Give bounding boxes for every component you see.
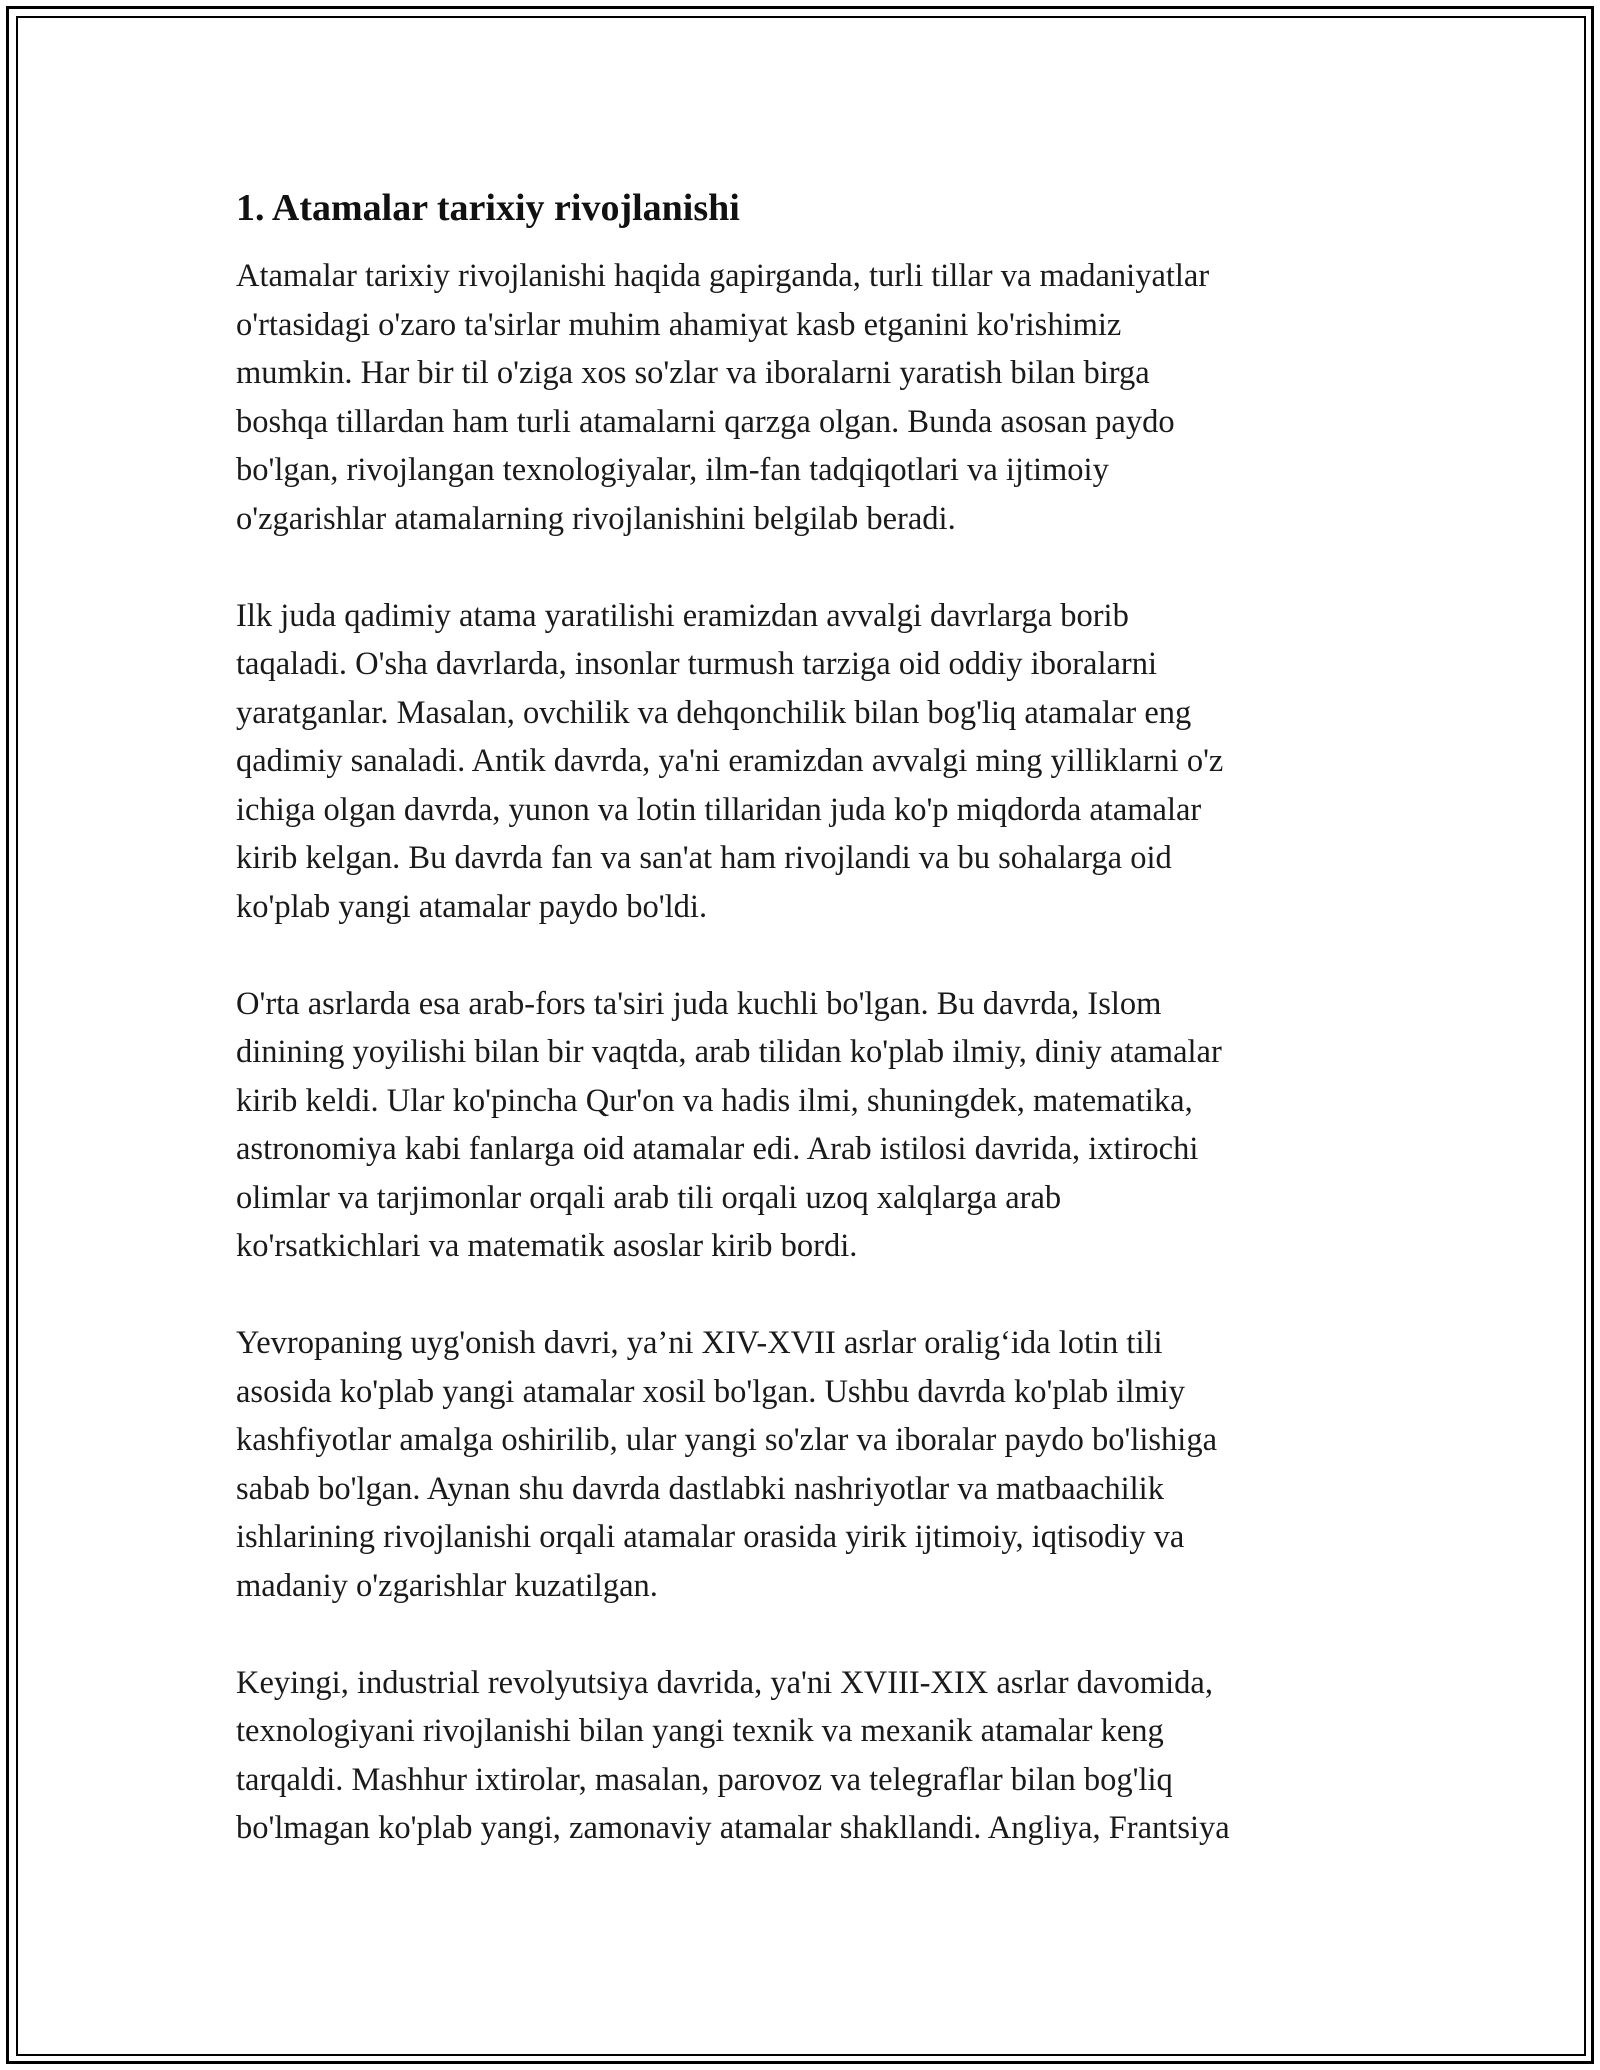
section-heading: 1. Atamalar tarixiy rivojlanishi: [236, 187, 740, 229]
paragraph-1: Atamalar tarixiy rivojlanishi haqida gapirganda, turli tillar va madaniyatlar o'rtasidagi o'zaro ta'sirlar muhim ahamiyat kasb etganini ko'rishimiz mumkin. Har bir til o'ziga xos so'zlar va iboralarni yaratish bilan birga boshqa tillardan ham turli atamalarni qarzga olgan. Bunda asosan paydo bo'lgan, rivojlangan texnologiyalar, ilm-fan tadqiqotlari va ijtimoiy o'zgarishlar atamalarning rivojlanishini belgilab beradi.: [236, 258, 1210, 537]
paragraph-4: Yevropaning uyg'onish davri, ya’ni XIV-XVII asrlar oralig‘ida lotin tili asosida ko'plab yangi atamalar xosil bo'lgan. Ushbu davrda ko'plab ilmiy kashfiyotlar amalga oshirilib, ular yangi so'zlar va iboralar paydo bo'lishiga sabab bo'lgan. Aynan shu davrda dastlabki nashriyotlar va matbaachilik ishlarining rivojlanishi orqali atamalar orasida yirik ijtimoiy, iqtisodiy va madaniy o'zgarishlar kuzatilgan.: [236, 1325, 1218, 1604]
paragraph-2: Ilk juda qadimiy atama yaratilishi eramizdan avvalgi davrlarga borib taqaladi. O'sha davrlarda, insonlar turmush tarziga oid oddiy iboralarni yaratganlar. Masalan, ovchilik va dehqonchilik bilan bog'liq atamalar eng qadimiy sanaladi. Antik davrda, ya'ni eramizdan avvalgi ming yilliklarni o'z ichiga olgan davrda, yunon va lotin tillaridan juda ko'p miqdorda atamalar kirib kelgan. Bu davrda fan va san'at ham rivojlandi va bu sohalarga oid ko'plab yangi atamalar paydo bo'ldi.: [236, 597, 1224, 925]
paragraph-3: O'rta asrlarda esa arab-fors ta'siri juda kuchli bo'lgan. Bu davrda, Islom dinining yoyilishi bilan bir vaqtda, arab tilidan ko'plab ilmiy, diniy atamalar kirib keldi. Ular ko'pincha Qur'on va hadis ilmi, shuningdek, matematika, astronomiya kabi fanlarga oid atamalar edi. Arab istilosi davrida, ixtirochi olimlar va tarjimonlar orqali arab tili orqali uzoq xalqlarga arab ko'rsatkichlari va matematik asoslar kirib bordi.: [236, 985, 1222, 1264]
document-body: [236, 184, 1366, 1901]
paragraph-5: Keyingi, industrial revolyutsiya davrida, ya'ni XVIII-XIX asrlar davomida, texnologiyani rivojlanishi bilan yangi texnik va mexanik atamalar keng tarqaldi. Mashhur ixtirolar, masalan, parovoz va telegraflar bilan bog'liq bo'lmagan ko'plab yangi, zamonaviy atamalar shakllandi. Angliya, Frantsiya: [236, 1664, 1230, 1846]
